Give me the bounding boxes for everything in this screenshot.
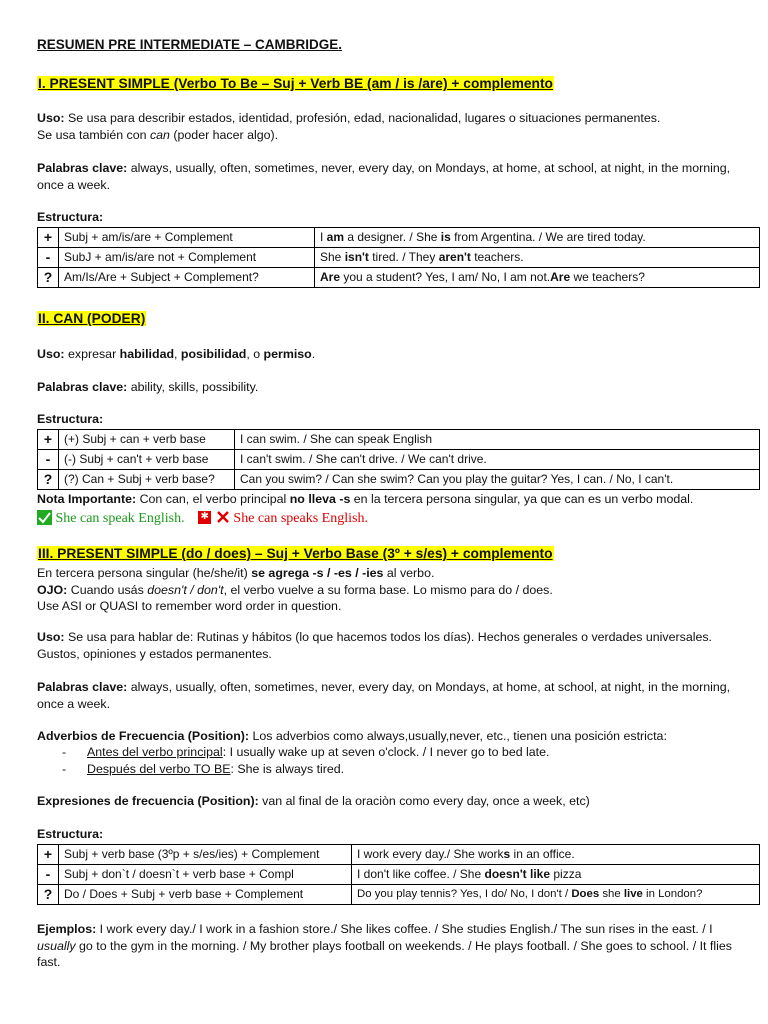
s2-estructura-label: Estructura:	[37, 412, 104, 426]
wrong-example: She can speaks English.	[233, 511, 368, 526]
s3-adverbios: Adverbios de Frecuencia (Position): Los adverbios como always,usually,never, etc., tienen una posición estricta:	[37, 729, 667, 743]
table-row: + Subj + am/is/are + Complement I am a designer. / She is from Argentina. / We are tired today.	[38, 228, 760, 248]
s1-uso: Uso: Se usa para describir estados, identidad, profesión, edad, nacionalidad, lugares o situaciones permanentes. Se usa también con can (poder hacer algo).	[37, 111, 661, 142]
s3-uso: Uso: Se usa para hablar de: Rutinas y hábitos (lo que hacemos todos los días). Hechos generales o verdades universales. Gustos, opiniones y estados permanentes.	[37, 630, 712, 661]
s2-example-line	[37, 510, 368, 528]
asterisk-icon: ✱	[198, 511, 211, 524]
s3-intro: En tercera persona singular (he/she/it) se agrega -s / -es / -ies al verbo. OJO: Cuando usás doesn't / don't, el verbo vuelve a su forma base. Lo mismo para do / does. Use ASI or QUASI to remember word order in question.	[37, 566, 553, 613]
s2-palabras-clave: Palabras clave: ability, skills, possibility.	[37, 380, 259, 394]
check-icon	[37, 510, 52, 525]
s2-structure-table	[37, 429, 760, 490]
table-row: ? (?) Can + Subj + verb base? Can you swim? / Can she swim? Can you play the guitar? Yes, I can. / No, I can't.	[38, 470, 760, 490]
s3-expresiones: Expresiones de frecuencia (Position): van al final de la oraciòn como every day, once a week, etc)	[37, 794, 590, 808]
section-2-heading: II. CAN (PODER)	[38, 311, 146, 326]
table-row: - Subj + don`t / doesn`t + verb base + Compl I don't like coffee. / She doesn't like pizza	[38, 865, 760, 885]
table-row: ? Do / Does + Subj + verb base + Complement Do you play tennis? Yes, I do/ No, I don't / Does she live in London?	[38, 885, 760, 905]
s3-estructura-label: Estructura:	[37, 827, 104, 841]
cross-icon	[213, 511, 234, 525]
s2-uso: Uso: expresar habilidad, posibilidad, o permiso.	[37, 347, 316, 361]
table-row: ? Am/Is/Are + Subject + Complement? Are you a student? Yes, I am/ No, I am not.Are we teachers?	[38, 268, 760, 288]
table-row: - SubJ + am/is/are not + Complement She isn't tired. / They aren't teachers.	[38, 248, 760, 268]
s1-estructura-label: Estructura:	[37, 210, 104, 224]
correct-example: She can speak English.	[52, 511, 185, 526]
s3-structure-table	[37, 844, 760, 905]
table-row: + Subj + verb base (3ºp + s/es/ies) + Complement I work every day./ She works in an office.	[38, 845, 760, 865]
s3-ejemplos: Ejemplos: I work every day./ I work in a fashion store./ She likes coffee. / She studies English./ The sun rises in the east. / I usually go to the gym in the morning. / My brother plays football on weekends. / He plays football. / She goes to school. / It flies fast.	[37, 922, 732, 969]
s3-palabras-clave: Palabras clave: always, usually, often, sometimes, never, every day, on Mondays, at home, at school, at night, in the morning, once a week.	[37, 680, 731, 711]
section-3-heading: III. PRESENT SIMPLE (do / does) – Suj + Verbo Base (3º + s/es) + complemento	[38, 546, 553, 561]
list-item: - Antes del verbo principal: I usually wake up at seven o'clock. / I never go to bed late.	[62, 745, 550, 759]
table-row: - (-) Subj + can't + verb base I can't swim. / She can't drive. / We can't drive.	[38, 450, 760, 470]
document-title: RESUMEN PRE INTERMEDIATE – CAMBRIDGE.	[37, 37, 343, 52]
list-item: - Después del verbo TO BE: She is always tired.	[62, 761, 345, 776]
s2-nota-importante: Nota Importante: Con can, el verbo principal no lleva -s en la tercera persona singular, ya que can es un verbo modal.	[37, 492, 694, 506]
table-row: + (+) Subj + can + verb base I can swim. / She can speak English	[38, 430, 760, 450]
s3-adverbios-list	[62, 744, 549, 777]
s1-structure-table	[37, 227, 760, 288]
s1-palabras-clave: Palabras clave: always, usually, often, sometimes, never, every day, on Mondays, at home, at school, at night, in the morning, once a week.	[37, 161, 731, 192]
section-1-heading: I. PRESENT SIMPLE (Verbo To Be – Suj + Verb BE (am / is /are) + complemento	[38, 76, 553, 91]
